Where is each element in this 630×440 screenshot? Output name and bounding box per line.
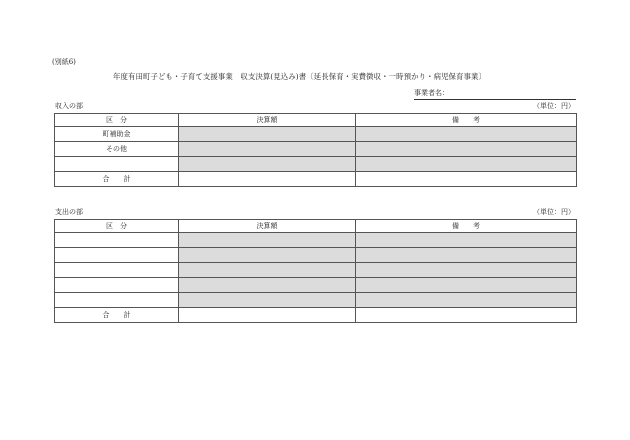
document-tag: (別紙6) <box>52 58 76 66</box>
income-row-label: その他 <box>55 142 179 157</box>
income-amount-cell[interactable] <box>179 127 356 142</box>
expense-section-label: 支出の部 <box>55 208 83 216</box>
expense-row <box>55 263 577 278</box>
income-unit-label: （単位：円） <box>533 102 575 110</box>
expense-remarks-cell[interactable] <box>356 233 577 248</box>
expense-row <box>55 278 577 293</box>
income-table <box>54 113 577 187</box>
income-row <box>55 157 577 172</box>
expense-row <box>55 248 577 263</box>
operator-name-label: 事業者名： <box>414 89 449 97</box>
expense-table <box>54 219 577 323</box>
expense-amount-cell[interactable] <box>179 233 356 248</box>
expense-remarks-cell[interactable] <box>356 293 577 308</box>
expense-remarks-cell[interactable] <box>356 278 577 293</box>
income-section-label: 収入の部 <box>55 102 83 110</box>
expense-amount-cell[interactable] <box>179 293 356 308</box>
income-row <box>55 127 577 142</box>
expense-header-remarks: 備 考 <box>356 220 577 233</box>
income-amount-cell[interactable] <box>179 142 356 157</box>
expense-total-row <box>55 308 577 323</box>
expense-total-remarks-cell[interactable] <box>356 308 577 323</box>
income-remarks-cell[interactable] <box>356 127 577 142</box>
expense-header-amount: 決算額 <box>179 220 356 233</box>
expense-header-row <box>55 220 577 233</box>
expense-header-category: 区 分 <box>55 220 179 233</box>
expense-amount-cell[interactable] <box>179 248 356 263</box>
expense-row-label[interactable] <box>55 233 179 248</box>
income-total-row <box>55 172 577 187</box>
income-total-remarks-cell[interactable] <box>356 172 577 187</box>
income-header-amount: 決算額 <box>179 114 356 127</box>
expense-amount-cell[interactable] <box>179 263 356 278</box>
expense-row-label[interactable] <box>55 248 179 263</box>
income-header-remarks: 備 考 <box>356 114 577 127</box>
expense-row-label[interactable] <box>55 293 179 308</box>
income-total-label: 合 計 <box>55 172 179 187</box>
expense-unit-label: （単位：円） <box>533 208 575 216</box>
income-amount-cell[interactable] <box>179 157 356 172</box>
expense-row-label[interactable] <box>55 278 179 293</box>
income-row <box>55 142 577 157</box>
expense-row-label[interactable] <box>55 263 179 278</box>
income-header-row <box>55 114 577 127</box>
income-row-label[interactable] <box>55 157 179 172</box>
income-remarks-cell[interactable] <box>356 142 577 157</box>
expense-total-label: 合 計 <box>55 308 179 323</box>
expense-row <box>55 293 577 308</box>
expense-remarks-cell[interactable] <box>356 263 577 278</box>
income-remarks-cell[interactable] <box>356 157 577 172</box>
expense-amount-cell[interactable] <box>179 278 356 293</box>
income-row-label: 町補助金 <box>55 127 179 142</box>
expense-row <box>55 233 577 248</box>
income-header-category: 区 分 <box>55 114 179 127</box>
expense-total-amount-cell[interactable] <box>179 308 356 323</box>
income-total-amount-cell[interactable] <box>179 172 356 187</box>
document-title: 年度有田町子ども・子育て支援事業 収支決算(見込み)書〔延長保育・実費徴収・一時預かり・病児保育事業〕 <box>113 72 487 81</box>
operator-name-field-line <box>414 99 576 100</box>
expense-remarks-cell[interactable] <box>356 248 577 263</box>
